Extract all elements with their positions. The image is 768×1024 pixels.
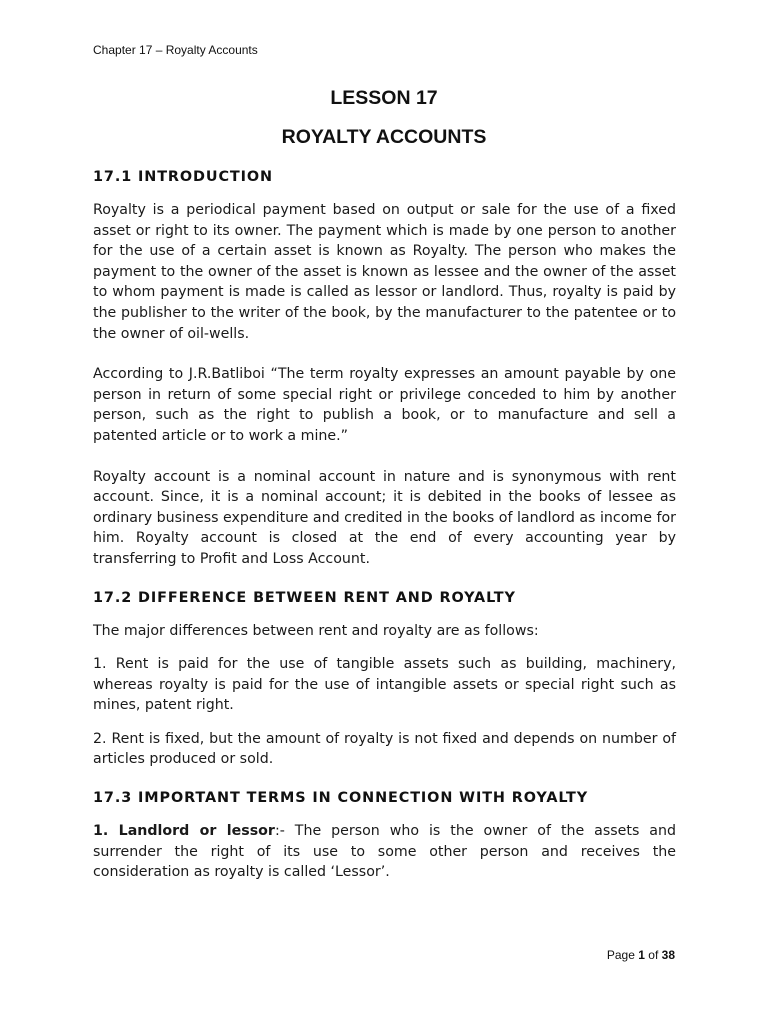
document-body <box>93 167 676 883</box>
page-total: 38 <box>661 948 675 962</box>
intro-paragraph-nominal-account: Royalty account is a nominal account in nature and is synonymous with rent account. Since, it is a nominal account; it is debited in the books of lessee as ordinary business expenditure and credited in the books of landlord as income for him. Royalty account is closed at the end of every accounting year by transferring to Profit and Loss Account. <box>93 468 676 567</box>
page-of-word: of <box>648 948 659 962</box>
section-heading-difference: 17.2 DIFFERENCE BETWEEN RENT AND ROYALTY <box>93 589 516 606</box>
difference-point-1: 1. Rent is paid for the use of tangible assets such as building, machinery, whereas royalty is paid for the use of intangible assets or special right such as mines, patent right. <box>93 656 676 714</box>
intro-paragraph-definition: Royalty is a periodical payment based on output or sale for the use of a fixed asset or right to its owner. The payment which is made by one person to another for the use of a certain asset is known as Royalty. The person who makes the payment to the owner of the asset is known as lessee and the owner of the asset to whom payment is made is called as lessor or landlord. Thus, royalty is paid by the publisher to the writer of the book, by the manufacturer to the patentee or to the owner of oil-wells. <box>93 202 676 342</box>
term-landlord-lessor <box>93 821 676 883</box>
page-current: 1 <box>638 948 645 962</box>
intro-paragraph-batliboi-quote: According to J.R.Batliboi “The term royalty expresses an amount payable by one person in return of some special right or privilege conceded to him by another person, such as the right to publish a book, or to manufacture and sell a patented article or to work a mine.” <box>93 366 676 444</box>
lesson-number: LESSON 17 <box>330 87 438 109</box>
lesson-subject: ROYALTY ACCOUNTS <box>281 126 487 148</box>
term-definition: :- The person who is the owner of the assets and surrender the right of its use to some other person and receives the consideration as royalty is called ‘Lessor’. <box>93 823 676 881</box>
difference-intro-paragraph: The major differences between rent and royalty are as follows: <box>93 622 539 639</box>
section-heading-introduction: 17.1 INTRODUCTION <box>93 169 273 185</box>
page-number-footer <box>607 948 675 962</box>
term-label: 1. Landlord or lessor <box>93 823 275 840</box>
section-heading-important-terms: 17.3 IMPORTANT TERMS IN CONNECTION WITH ROYALTY <box>93 790 589 807</box>
difference-point-2: 2. Rent is fixed, but the amount of royalty is not fixed and depends on number of articles produced or sold. <box>93 730 676 768</box>
page-word: Page <box>606 948 635 962</box>
running-header: Chapter 17 – Royalty Accounts <box>93 43 258 57</box>
